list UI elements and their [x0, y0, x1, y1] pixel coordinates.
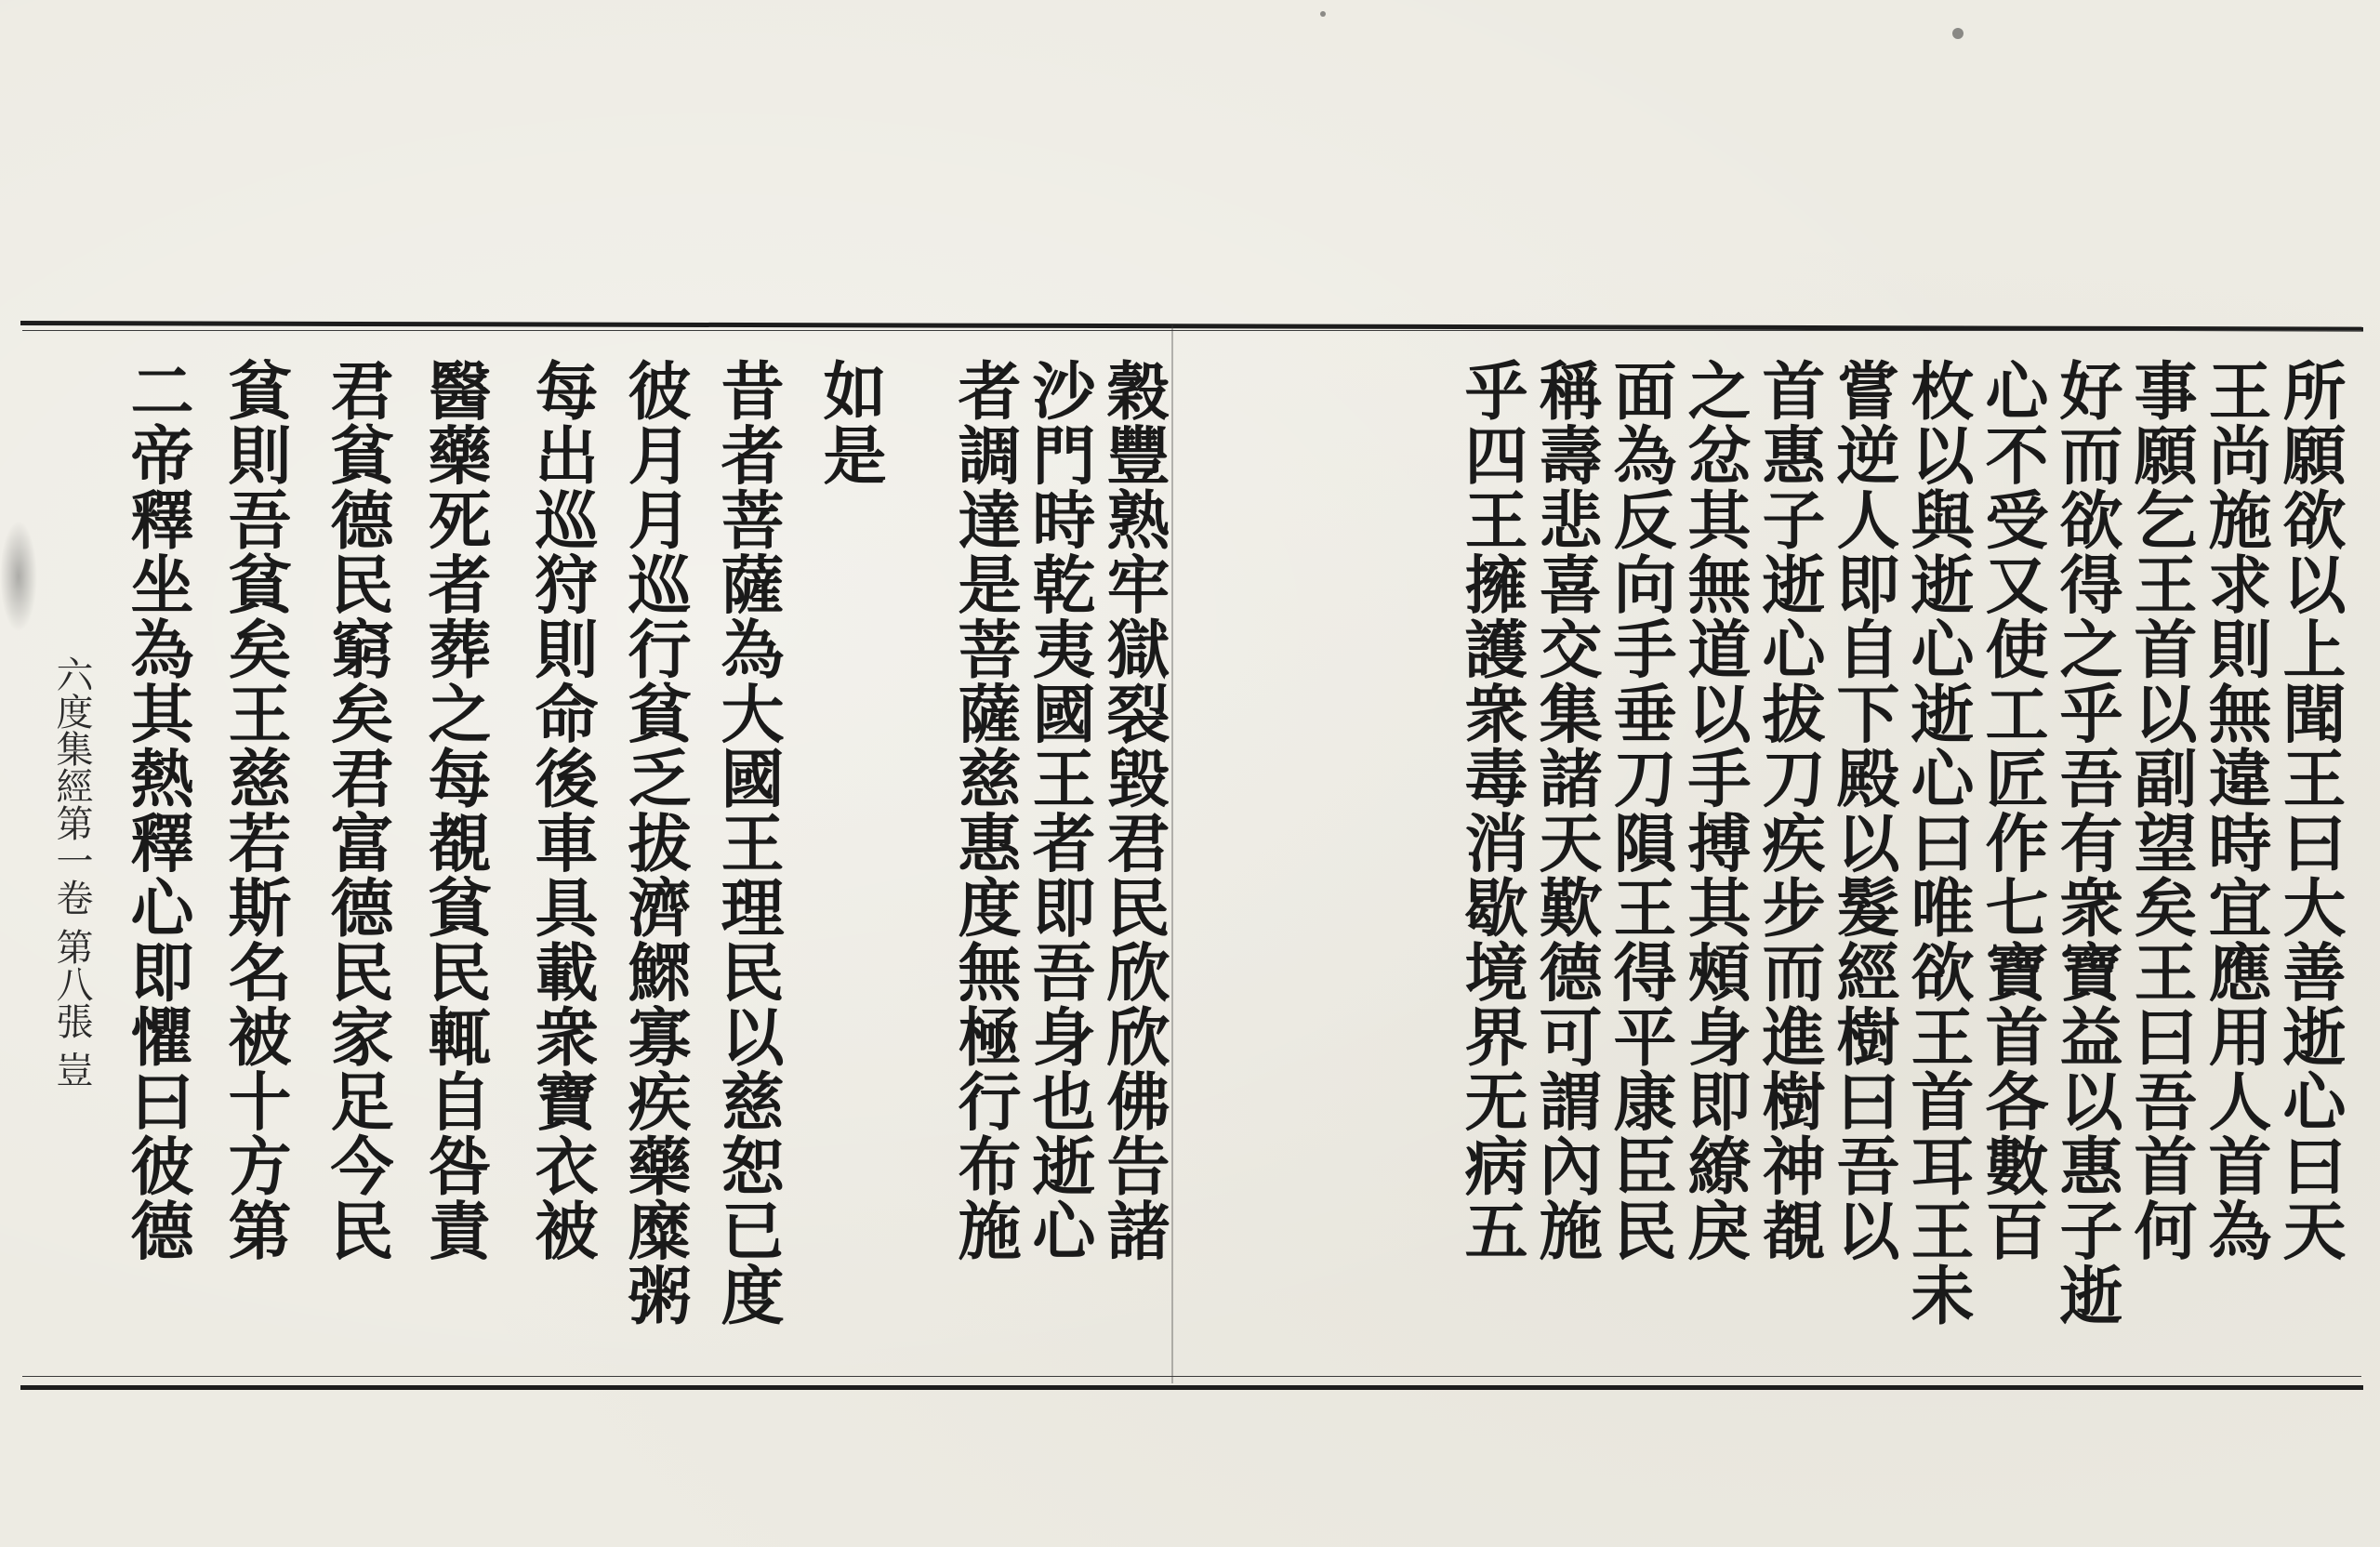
margin-label: 六度集經第一卷 第八張 豈	[50, 655, 93, 1089]
text-column: 枚以與逝心逝心曰唯欲王首耳王未	[1900, 358, 1975, 1328]
text-column: 乎四王擁護衆毒消歇境界无病五	[1454, 358, 1528, 1263]
text-column: 之忿其無道以手搏其頰身即繚戾	[1677, 358, 1752, 1263]
text-column: 沙門時乾夷國王者即吾身也逝心	[1022, 358, 1096, 1263]
text-column: 事願乞王首以副望矣王曰吾首何	[2123, 358, 2198, 1263]
text-column: 好而欲得之乎吾有衆寶益以惠子逝	[2049, 358, 2123, 1328]
bottom-border-thick	[20, 1385, 2363, 1390]
text-column: 二帝釋坐為其熱釋心即懼曰彼德	[120, 358, 194, 1263]
text-column: 如是	[813, 358, 887, 487]
bottom-border-thin	[22, 1376, 2361, 1377]
paper-stain	[0, 521, 37, 632]
text-column: 醫藥死者葬之每覩貧民輒自咎責	[417, 358, 492, 1263]
text-column: 首惠子逝心拔刀疾步而進樹神覩	[1752, 358, 1826, 1263]
text-column: 嘗逆人即自下殿以髮經樹曰吾以	[1826, 358, 1900, 1263]
text-column: 彼月月巡行貧乏拔濟鰥寡疾藥糜粥	[617, 358, 692, 1328]
text-column: 君貧德民窮矣君富德民家足今民	[320, 358, 394, 1263]
text-column: 面為反向手垂刀隕王得平康臣民	[1603, 358, 1677, 1263]
text-column: 者調達是菩薩慈惠度無極行布施	[947, 358, 1022, 1263]
ink-spot	[1952, 28, 1964, 39]
text-column: 心不受又使工匠作七寶首各數百	[1975, 358, 2049, 1263]
text-column: 昔者菩薩為大國王理民以慈恕已度	[710, 358, 785, 1328]
text-column: 貧則吾貧矣王慈若斯名被十方第	[218, 358, 292, 1263]
text-column: 稱壽悲喜交集諸天歎德可謂內施	[1528, 358, 1603, 1263]
text-column: 王尚施求則無違時宜應用人首為	[2198, 358, 2272, 1263]
text-column: 每出巡狩則命後車具載衆寶衣被	[524, 358, 599, 1263]
ink-spot	[1320, 11, 1326, 17]
top-border-thin	[22, 330, 2361, 331]
text-column: 所願欲以上聞王曰大善逝心曰天	[2272, 358, 2347, 1263]
fold-line	[1171, 325, 1173, 1383]
text-column: 穀豐熟牢獄裂毀君民欣欣佛告諸	[1096, 358, 1170, 1263]
